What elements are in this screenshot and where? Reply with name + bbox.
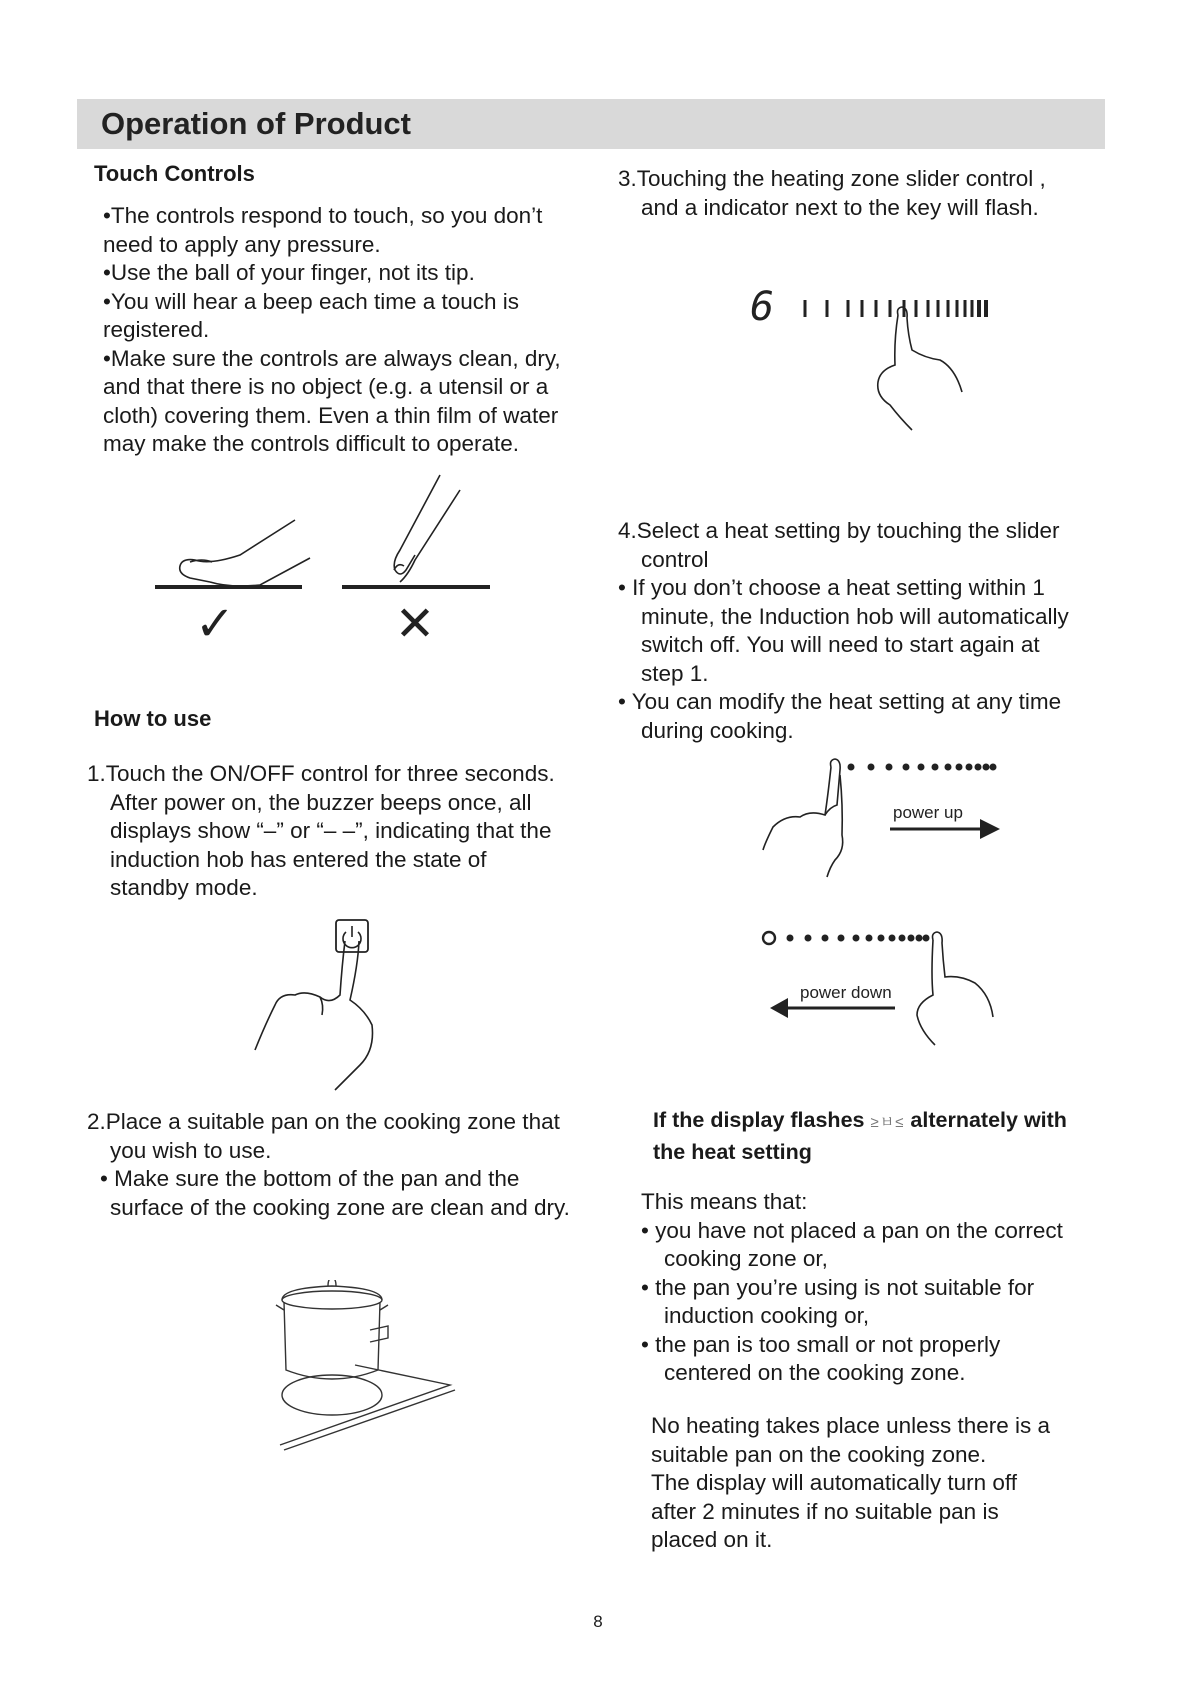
- text-line: •The controls respond to touch, so you don’t: [103, 203, 543, 228]
- text-line: cooking zone or,: [664, 1246, 828, 1271]
- text-line: • the pan is too small or not properly: [641, 1331, 1001, 1357]
- finger-touch-illustration: [150, 470, 500, 655]
- text-line: you wish to use.: [110, 1137, 272, 1163]
- checkmark-icon: ✓: [194, 596, 236, 652]
- touch-controls-heading: Touch Controls: [94, 161, 255, 186]
- step3-text: [618, 165, 1046, 222]
- arrow-right-icon: [980, 819, 1000, 839]
- text-line: After power on, the buzzer beeps once, all: [110, 789, 532, 815]
- pointing-hand-icon: [763, 759, 843, 877]
- text-line: minute, the Induction hob will automatically: [641, 603, 1069, 629]
- heading-text: If the display flashes: [653, 1108, 865, 1132]
- finger-tip-icon: [394, 475, 460, 582]
- text-line: • the pan you’re using is not suitable for: [641, 1274, 1035, 1300]
- power-up-label: power up: [893, 803, 963, 822]
- flash-note-heading: [653, 1106, 1067, 1166]
- text-line: 1.Touch the ON/OFF control for three seconds.: [87, 761, 555, 786]
- text-line: suitable pan on the cooking zone.: [651, 1441, 987, 1467]
- hob-surface: [280, 1365, 450, 1445]
- text-line: •Make sure the controls are always clean, dry,: [103, 345, 561, 371]
- power-down-label: power down: [800, 983, 892, 1002]
- text-line: need to apply any pressure.: [103, 231, 381, 257]
- text-line: during cooking.: [641, 717, 794, 743]
- text-line: centered on the cooking zone.: [664, 1360, 966, 1385]
- text-line: induction hob has entered the state of: [110, 846, 487, 872]
- heading-text: alternately with: [910, 1108, 1067, 1132]
- text-line: • Make sure the bottom of the pan and the: [100, 1166, 520, 1191]
- text-line: No heating takes place unless there is a: [651, 1413, 1050, 1438]
- how-to-use-heading: How to use: [94, 706, 212, 731]
- pointing-hand-icon: [917, 932, 993, 1045]
- heat-dots-down: [787, 935, 930, 942]
- section-banner: [77, 99, 1105, 149]
- slider-touch-illustration: [750, 280, 1020, 440]
- flash-note-closing: [651, 1412, 1050, 1555]
- text-line: 3.Touching the heating zone slider control ,: [618, 166, 1046, 191]
- text-line: • You can modify the heat setting at any time: [618, 689, 1062, 714]
- flash-symbol-icon: ≥ㅂ≤: [870, 1114, 905, 1131]
- text-line: surface of the cooking zone are clean and dry.: [110, 1194, 570, 1220]
- text-line: • you have not placed a pan on the correct: [641, 1217, 1063, 1243]
- display-digit: 6: [750, 284, 775, 330]
- text-line: may make the controls difficult to operate.: [103, 431, 520, 456]
- text-line: placed on it.: [651, 1527, 773, 1552]
- heat-off-dot: [763, 932, 775, 944]
- finger-pad-icon: [180, 520, 310, 586]
- pointing-hand-icon: [255, 941, 373, 1090]
- step1-text: [87, 760, 555, 903]
- text-line: after 2 minutes if no suitable pan is: [651, 1498, 999, 1524]
- text-line: • If you don’t choose a heat setting within 1: [618, 575, 1045, 600]
- text-line: and a indicator next to the key will flash.: [641, 194, 1039, 220]
- arrow-left-icon: [770, 998, 788, 1018]
- text-line: The display will automatically turn off: [651, 1470, 1017, 1495]
- cooking-zone-ring: [282, 1375, 382, 1415]
- pan-on-zone-illustration: [270, 1280, 465, 1455]
- text-line: This means that:: [641, 1189, 808, 1214]
- text-line: switch off. You will need to start again at: [641, 632, 1040, 657]
- text-line: 2.Place a suitable pan on the cooking zone that: [87, 1109, 560, 1134]
- text-line: •Use the ball of your finger, not its tip.: [103, 260, 475, 285]
- power-adjust-illustration: [745, 755, 1035, 1055]
- step2-text: [87, 1108, 570, 1222]
- text-line: displays show “–” or “– –”, indicating that the: [110, 818, 552, 843]
- text-line: control: [641, 546, 709, 572]
- hob-edge: [284, 1390, 455, 1450]
- flash-note-reasons: [641, 1188, 1063, 1388]
- onoff-touch-illustration: [250, 915, 390, 1095]
- text-line: standby mode.: [110, 875, 258, 900]
- step4-text: [618, 517, 1069, 745]
- page-number: 8: [593, 1612, 603, 1631]
- text-line: cloth) covering them. Even a thin film of water: [103, 402, 559, 428]
- touch-controls-text: [103, 202, 561, 459]
- text-line: registered.: [103, 317, 210, 342]
- cross-icon: ✕: [394, 596, 436, 652]
- text-line: and that there is no object (e.g. a utensil or a: [103, 374, 549, 399]
- text-line: step 1.: [641, 660, 709, 686]
- text-line: 4.Select a heat setting by touching the slider: [618, 518, 1060, 543]
- pot-icon: [276, 1280, 388, 1379]
- heading-text: the heat setting: [653, 1139, 812, 1164]
- heat-dots-up: [848, 764, 997, 771]
- slider-bar-icon: [805, 300, 986, 317]
- text-line: induction cooking or,: [664, 1303, 870, 1328]
- pointing-hand-icon: [878, 307, 962, 430]
- text-line: •You will hear a beep each time a touch is: [103, 288, 520, 314]
- page-title: Operation of Product: [101, 106, 411, 141]
